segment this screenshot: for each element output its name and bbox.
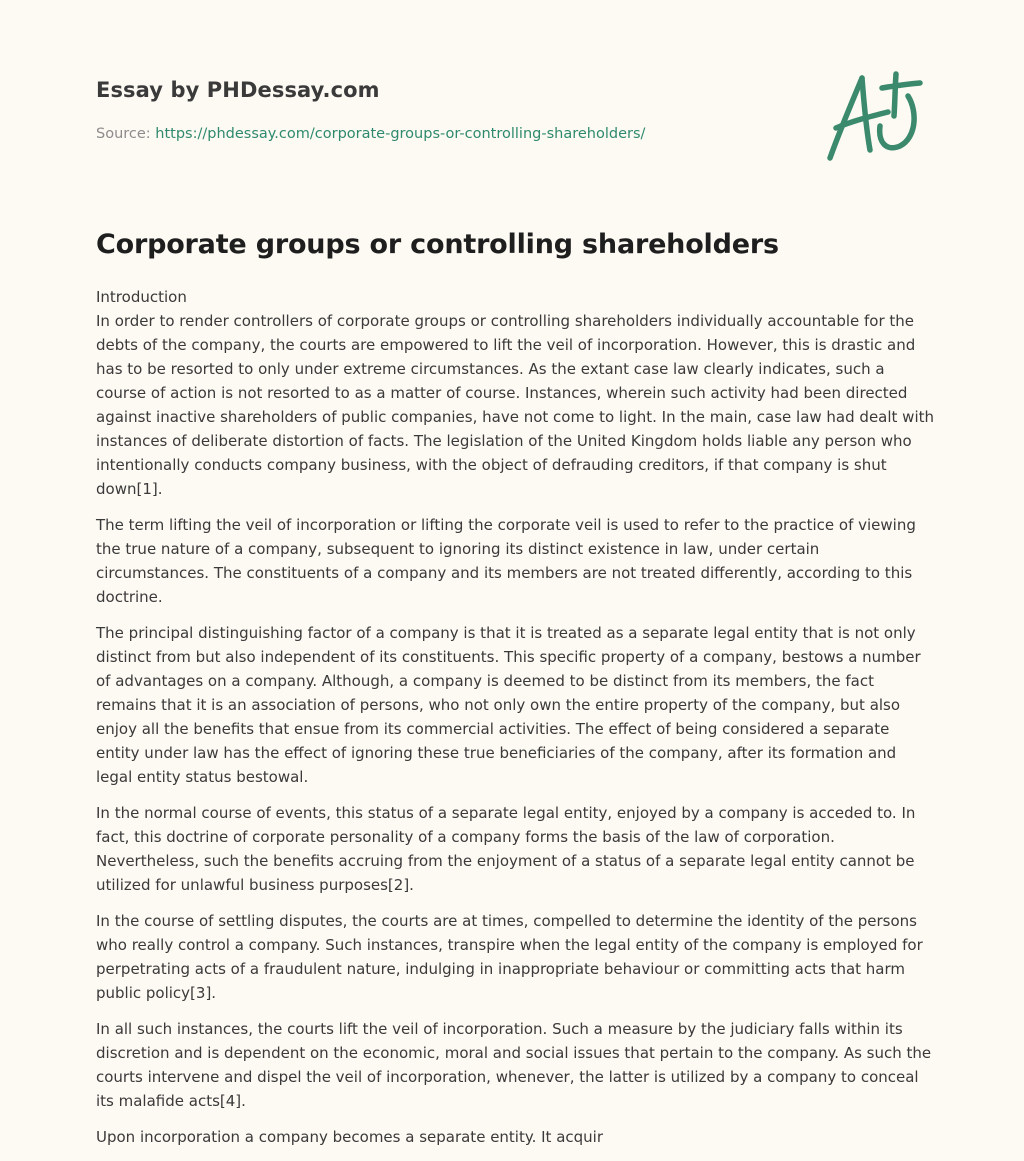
source-label: Source: <box>96 126 151 142</box>
essay-title: Corporate groups or controlling shareholders <box>96 229 779 260</box>
essay-body <box>96 285 936 1161</box>
paragraph: In all such instances, the courts lift the veil of incorporation. Such a measure by the judiciary falls within its discretion and is dependent on the economic, moral and social issues that pertain to the company. As such the courts intervene and dispel the veil of incorporation, whenever, the latter is utilized by a company to conceal its malafide acts[4]. <box>96 1020 932 1110</box>
paragraph: In order to render controllers of corporate groups or controlling shareholders individually accountable for the debts of the company, the courts are empowered to lift the veil of incorporation. However, this is drastic and has to be resorted to only under extreme circumstances. As the extant case law clearly indicates, such a course of action is not resorted to as a matter of course. Instances, wherein such activity had been directed against inactive shareholders of public companies, have not come to light. In the main, case law had dealt with instances of deliberate distortion of facts. The legislation of the United Kingdom holds liable any person who intentionally conducts company business, with the object of defrauding creditors, if that company is shut down[1]. <box>96 312 935 498</box>
source-link[interactable]: https://phdessay.com/corporate-groups-or-controlling-shareholders/ <box>155 126 646 142</box>
source-line <box>96 124 796 144</box>
section-label: Introduction <box>96 288 187 306</box>
paragraph: The term lifting the veil of incorporation or lifting the corporate veil is used to refer to the practice of viewing the true nature of a company, subsequent to ignoring its distinct existence in law, under certain circumstances. The constituents of a company and its members are not treated differently, according to this doctrine. <box>96 516 916 606</box>
paragraph: In the normal course of events, this status of a separate legal entity, enjoyed by a company is acceded to. In fact, this doctrine of corporate personality of a company forms the basis of the law of corporation. Nevertheless, such the benefits accruing from the enjoyment of a status of a separate legal entity cannot be utilized for unlawful business purposes[2]. <box>96 804 916 894</box>
a-plus-logo-icon <box>820 66 930 166</box>
paragraph: In the course of settling disputes, the courts are at times, compelled to determine the identity of the persons who really control a company. Such instances, transpire when the legal entity of the company is employed for perpetrating acts of a fraudulent nature, indulging in inappropriate behaviour or committing acts that harm public policy[3]. <box>96 912 923 1002</box>
site-brand: Essay by PHDessay.com <box>96 78 380 102</box>
paragraph: The principal distinguishing factor of a company is that it is treated as a separate legal entity that is not only distinct from but also independent of its constituents. This specific property of a company, bestows a number of advantages on a company. Although, a company is deemed to be distinct from its members, the fact remains that it is an association of persons, who not only own the entire property of the company, but also enjoy all the benefits that ensue from its commercial activities. The effect of being considered a separate entity under law has the effect of ignoring these true beneficiaries of the company, after its formation and legal entity status bestowal. <box>96 624 921 786</box>
page-header <box>96 76 796 144</box>
paragraph: Upon incorporation a company becomes a separate entity. It acquir <box>96 1128 604 1146</box>
